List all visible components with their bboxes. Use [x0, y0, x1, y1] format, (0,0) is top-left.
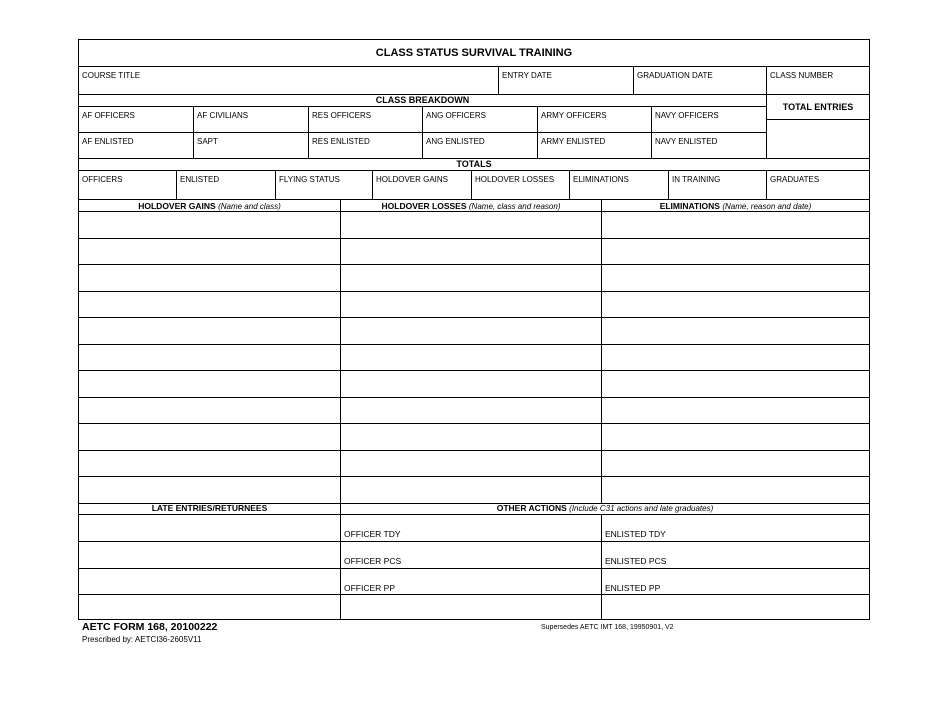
ang-enlisted-label: ANG ENLISTED: [426, 137, 485, 146]
enlisted-pcs-field[interactable]: [602, 542, 869, 568]
officer-pcs-label: OFFICER PCS: [344, 556, 402, 566]
holdover-loss-field[interactable]: [341, 212, 602, 238]
res-enlisted-field[interactable]: [309, 133, 423, 159]
totals-row: [79, 171, 869, 200]
holdover-gain-field[interactable]: [79, 424, 341, 450]
enlisted-pcs-label: ENLISTED PCS: [605, 556, 667, 566]
graduation-date-field[interactable]: [634, 67, 767, 94]
class-number-label: CLASS NUMBER: [770, 71, 834, 80]
late-entry-field[interactable]: [79, 569, 341, 594]
af-enlisted-field[interactable]: [79, 133, 194, 159]
graduation-date-label: GRADUATION DATE: [637, 71, 713, 80]
holdover-gain-field[interactable]: [79, 212, 341, 238]
holdover-loss-field[interactable]: [341, 318, 602, 344]
elimination-field[interactable]: [602, 318, 869, 344]
totals-holdover-gains-label: HOLDOVER GAINS: [376, 175, 449, 184]
holdover-losses-note: (Name, class and reason): [468, 202, 561, 211]
holdover-loss-field[interactable]: [341, 292, 602, 318]
officer-pcs-field[interactable]: [341, 542, 602, 568]
holdover-loss-field[interactable]: [341, 265, 602, 291]
elimination-field[interactable]: [602, 451, 869, 477]
army-enlisted-field[interactable]: [538, 133, 652, 159]
totals-holdover-losses-field[interactable]: [472, 171, 570, 199]
entry-date-label: ENTRY DATE: [502, 71, 552, 80]
breakdown-row-1: [79, 107, 766, 133]
breakdown-grid: [79, 95, 767, 159]
holdover-entry-row: [79, 318, 869, 345]
enlisted-action-field[interactable]: [602, 595, 869, 619]
holdover-loss-field[interactable]: [341, 345, 602, 371]
elimination-field[interactable]: [602, 265, 869, 291]
elimination-field[interactable]: [602, 477, 869, 503]
entry-date-field[interactable]: [499, 67, 634, 94]
holdover-entry-row: [79, 292, 869, 319]
totals-in-training-field[interactable]: [669, 171, 767, 199]
holdover-gains-note: (Name and class): [218, 202, 281, 211]
totals-flying-status-field[interactable]: [276, 171, 373, 199]
navy-enlisted-label: NAVY ENLISTED: [655, 137, 718, 146]
navy-officers-field[interactable]: [652, 107, 766, 132]
holdover-loss-field[interactable]: [341, 477, 602, 503]
holdover-entry-row: [79, 424, 869, 451]
totals-graduates-field[interactable]: [767, 171, 869, 199]
holdover-entry-row: [79, 265, 869, 292]
prescribed-by: Prescribed by: AETCI36-2605V11: [82, 635, 202, 644]
totals-heading: TOTALS: [456, 159, 492, 169]
holdover-entry-row: [79, 477, 869, 504]
action-row-blank: [79, 595, 869, 619]
form-footer: [82, 621, 217, 644]
course-title-label: COURSE TITLE: [82, 71, 141, 80]
totals-officers-field[interactable]: [79, 171, 177, 199]
totals-holdover-losses-label: HOLDOVER LOSSES: [475, 175, 555, 184]
ang-enlisted-field[interactable]: [423, 133, 538, 159]
af-officers-label: AF OFFICERS: [82, 111, 135, 120]
class-breakdown-heading: CLASS BREAKDOWN: [375, 95, 470, 105]
enlisted-tdy-field[interactable]: [602, 515, 869, 541]
holdover-losses-heading: [341, 200, 602, 211]
res-enlisted-label: RES ENLISTED: [312, 137, 370, 146]
holdover-losses-title: HOLDOVER LOSSES: [381, 201, 467, 211]
action-row-pp: [79, 569, 869, 595]
officer-pp-field[interactable]: [341, 569, 602, 594]
army-enlisted-label: ARMY ENLISTED: [541, 137, 606, 146]
totals-graduates-label: GRADUATES: [770, 175, 820, 184]
action-row-pcs: [79, 542, 869, 569]
other-actions-note: (Include C31 actions and late graduates): [569, 504, 714, 513]
holdover-entry-row: [79, 212, 869, 239]
holdover-gain-field[interactable]: [79, 318, 341, 344]
holdover-gains-heading: [79, 200, 341, 211]
enlisted-pp-field[interactable]: [602, 569, 869, 594]
late-entry-field[interactable]: [79, 595, 341, 619]
totals-enlisted-label: ENLISTED: [180, 175, 220, 184]
ang-officers-field[interactable]: [423, 107, 538, 132]
eliminations-heading: [602, 200, 869, 211]
other-actions-title: OTHER ACTIONS: [496, 503, 567, 513]
sapt-label: SAPT: [197, 137, 218, 146]
elimination-field[interactable]: [602, 345, 869, 371]
holdover-gain-field[interactable]: [79, 398, 341, 424]
late-entry-field[interactable]: [79, 515, 341, 541]
totals-in-training-label: IN TRAINING: [672, 175, 721, 184]
af-civilians-label: AF CIVILIANS: [197, 111, 249, 120]
breakdown-row-2: [79, 133, 766, 159]
elimination-field[interactable]: [602, 239, 869, 265]
officer-tdy-label: OFFICER TDY: [344, 529, 401, 539]
totals-holdover-gains-field[interactable]: [373, 171, 472, 199]
holdover-loss-field[interactable]: [341, 398, 602, 424]
late-entries-headings-row: [79, 502, 869, 515]
holdover-headings-row: [79, 200, 869, 212]
totals-heading-row: [79, 159, 869, 171]
res-officers-field[interactable]: [309, 107, 423, 132]
enlisted-tdy-label: ENLISTED TDY: [605, 529, 666, 539]
holdover-gain-field[interactable]: [79, 265, 341, 291]
supersedes-note: Supersedes AETC IMT 168, 19950901, V2: [541, 624, 674, 631]
holdover-gain-field[interactable]: [79, 451, 341, 477]
late-entry-field[interactable]: [79, 542, 341, 568]
navy-enlisted-field[interactable]: [652, 133, 766, 159]
course-info-row: [79, 67, 869, 95]
holdover-gain-field[interactable]: [79, 239, 341, 265]
course-title-field[interactable]: [79, 67, 499, 94]
eliminations-note: (Name, reason and date): [722, 202, 812, 211]
total-entries-label: TOTAL ENTRIES: [767, 95, 869, 120]
army-officers-field[interactable]: [538, 107, 652, 132]
navy-officers-label: NAVY OFFICERS: [655, 111, 719, 120]
form-number: AETC FORM 168, 20100222: [82, 621, 218, 633]
class-number-field[interactable]: [767, 67, 869, 94]
holdover-loss-field[interactable]: [341, 239, 602, 265]
holdover-entry-row: [79, 239, 869, 266]
eliminations-title: ELIMINATIONS: [659, 201, 720, 211]
holdover-entry-row: [79, 451, 869, 478]
class-breakdown-block: [79, 95, 869, 159]
holdover-entry-row: [79, 371, 869, 398]
holdover-loss-field[interactable]: [341, 424, 602, 450]
sapt-field[interactable]: [194, 133, 309, 159]
officer-pp-label: OFFICER PP: [344, 583, 396, 593]
total-entries-box: [767, 95, 869, 159]
af-officers-field[interactable]: [79, 107, 194, 132]
holdover-entry-row: [79, 398, 869, 425]
elimination-field[interactable]: [602, 212, 869, 238]
ang-officers-label: ANG OFFICERS: [426, 111, 487, 120]
elimination-field[interactable]: [602, 424, 869, 450]
holdover-entry-row: [79, 345, 869, 372]
form-title: CLASS STATUS SURVIVAL TRAINING: [375, 47, 573, 59]
other-actions-heading: [341, 502, 869, 514]
title-row: [79, 40, 869, 67]
holdover-gains-title: HOLDOVER GAINS: [138, 201, 216, 211]
holdover-loss-field[interactable]: [341, 371, 602, 397]
elimination-field[interactable]: [602, 398, 869, 424]
totals-eliminations-label: ELIMINATIONS: [573, 175, 629, 184]
total-entries-field[interactable]: [767, 120, 869, 159]
totals-officers-label: OFFICERS: [82, 175, 123, 184]
holdover-gain-field[interactable]: [79, 371, 341, 397]
enlisted-pp-label: ENLISTED PP: [605, 583, 661, 593]
af-civilians-field[interactable]: [194, 107, 309, 132]
res-officers-label: RES OFFICERS: [312, 111, 372, 120]
totals-enlisted-field[interactable]: [177, 171, 276, 199]
holdover-gain-field[interactable]: [79, 477, 341, 503]
class-status-form: [78, 39, 870, 620]
af-enlisted-label: AF ENLISTED: [82, 137, 134, 146]
late-entries-heading: LATE ENTRIES/RETURNEES: [79, 502, 341, 514]
officer-action-field[interactable]: [341, 595, 602, 619]
elimination-field[interactable]: [602, 292, 869, 318]
holdover-loss-field[interactable]: [341, 451, 602, 477]
holdover-gain-field[interactable]: [79, 292, 341, 318]
totals-flying-status-label: FLYING STATUS: [279, 175, 340, 184]
action-row-tdy: [79, 515, 869, 542]
elimination-field[interactable]: [602, 371, 869, 397]
holdover-gain-field[interactable]: [79, 345, 341, 371]
army-officers-label: ARMY OFFICERS: [541, 111, 607, 120]
officer-tdy-field[interactable]: [341, 515, 602, 541]
totals-eliminations-field[interactable]: [570, 171, 669, 199]
